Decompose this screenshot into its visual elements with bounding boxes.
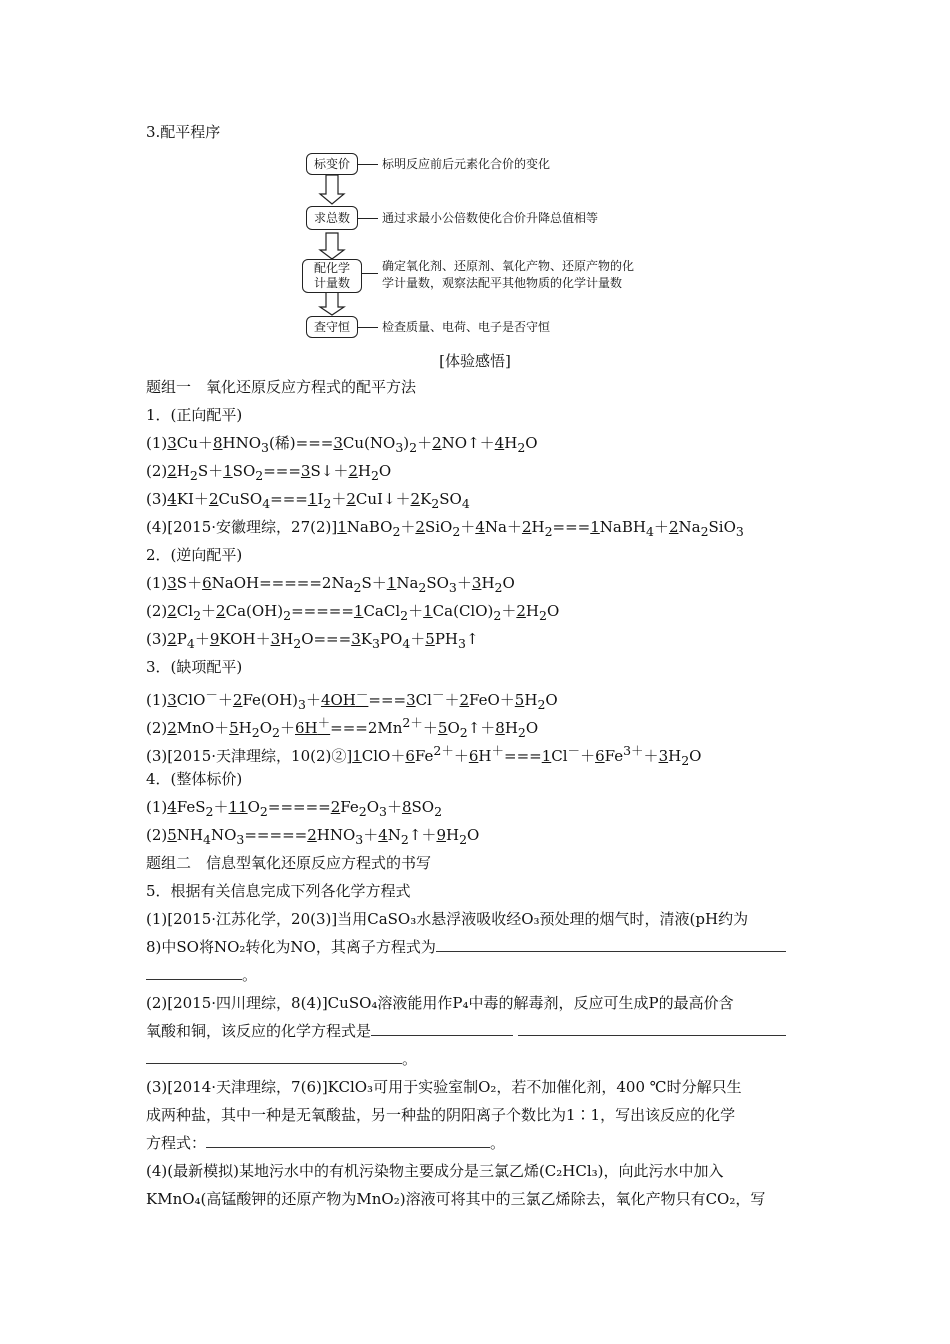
problem-4-line1: (4)(最新模拟)某地污水中的有机污染物主要成分是三氯乙烯(C₂HCl₃)，向此污水中加入 (146, 1162, 724, 1180)
flow-connector (358, 218, 378, 219)
equation-1-4: (4)[2015·安徽理综，$27(2)]1NaBO_2+2SiO_2+4Na+2H_2===1NaBH_4+2Na_2SiO_3$ (146, 518, 744, 539)
flow-step-note: 通过求最小公倍数使化合价升降总值相等 (382, 211, 599, 225)
flow-step-label-conservation: 查守恒 (306, 316, 358, 338)
problem-1-line3 (146, 965, 257, 985)
problem-2-line2 (146, 1021, 786, 1041)
equation-1-2: $(2)2H_2S+1SO_2===3S↓+2H_2O$ (146, 462, 392, 483)
problem-1-text: 8)中SO将NO₂转化为NO，其离子方程式为 (146, 938, 436, 956)
equation-1-3: $(3)4KI+2CuSO_4===1I_2+2CuI↓+2K_2SO_4$ (146, 490, 470, 511)
flow-connector (362, 273, 378, 274)
problem-3-text: 方程式： (146, 1134, 207, 1152)
flowchart-arrows (0, 0, 950, 360)
flow-step-note: 标明反应前后元素化合价的变化 (382, 157, 551, 171)
equation-4-1: $(1)4FeS_2+11O_2=====2Fe_2O_3+8SO_2$ (146, 798, 443, 819)
flow-connector (358, 327, 378, 328)
experience-subtitle: [体验感悟] (439, 352, 511, 370)
flow-step-label-total: 求总数 (306, 206, 358, 230)
problem-2-text: 氧酸和铜，该反应的化学方程式是 (146, 1022, 372, 1040)
equation-3-1: $(1)3ClO^-+2Fe(OH)_3+4OH^-===3Cl^-+2FeO+5H_2O$ (146, 687, 558, 712)
problem-4-line2: KMnO₄(高锰酸钾的还原产物为MnO₂)溶液可将其中的三氯乙烯除去，氧化产物只有CO₂，写 (146, 1190, 766, 1208)
problem-1-line1: (1)[2015·江苏化学，20(3)]当用CaSO₃水悬浮液吸收经O₃预处理的烟气时，清液(pH约为 (146, 910, 749, 928)
answer-blank-2b[interactable] (518, 1021, 786, 1036)
problem-3-line2: 成两种盐，其中一种是无氧酸盐，另一种盐的阴阳离子个数比为1∶1，写出该反应的化学 (146, 1106, 736, 1124)
equation-1-1: $(1)3Cu+8HNO_3$(稀)$===3Cu(NO_3)_2+2NO↑+4H_2O$ (146, 434, 538, 455)
answer-blank-1a[interactable] (436, 937, 786, 952)
q4-title: 4．(整体标价) (146, 770, 243, 788)
problem-2-line3 (146, 1049, 417, 1069)
q3-title: 3．(缺项配平) (146, 658, 243, 676)
flow-connector (358, 164, 378, 165)
problem-3-line1: (3)[2014·天津理综，7(6)]KClO₃可用于实验室制O₂，若不加催化剂，400 ℃时分解只生 (146, 1078, 742, 1096)
equation-2-1: $(1)3S+6NaOH=====2Na_2S+1Na_2SO_3+3H_2O$ (146, 574, 515, 595)
answer-blank-3[interactable] (206, 1133, 490, 1148)
answer-blank-1b[interactable] (146, 965, 242, 980)
equation-4-2: $(2)5NH_4NO_3=====2HNO_3+4N_2↑+9H_2O$ (146, 826, 480, 847)
end-mark: 。 (242, 966, 258, 984)
q1-title: 1．(正向配平) (146, 406, 243, 424)
equation-3-2: $(2)2MnO+5H_2O_2+6H^+===2Mn^{2+}+5O_2↑+8H_2O$ (146, 715, 539, 740)
problem-1-line2 (146, 937, 786, 957)
q2-title: 2．(逆向配平) (146, 546, 243, 564)
equation-3-3: (3)[2015·天津理综，$10(2)②]1ClO+6Fe^{2+}+6H^+===1Cl^-+6Fe^{3+}+3H_2O$ (146, 743, 702, 768)
end-mark: 。 (490, 1134, 506, 1152)
flow-step-label-coefficients: 配化学计量数 (302, 259, 362, 293)
answer-blank-2c[interactable] (146, 1049, 402, 1064)
flow-step-note: 检查质量、电荷、电子是否守恒 (382, 320, 551, 334)
flow-step-note: 确定氧化剂、还原剂、氧化产物、还原产物的化 (382, 259, 635, 273)
group1-title: 题组一 氧化还原反应方程式的配平方法 (146, 378, 417, 396)
problem-2-line1: (2)[2015·四川理综，8(4)]CuSO₄溶液能用作P₄中毒的解毒剂，反应可生成P的最高价含 (146, 994, 734, 1012)
problem-3-line3 (146, 1133, 505, 1153)
equation-2-3: $(3)2P_4+9KOH+3H_2O===3K_3PO_4+5PH_3↑$ (146, 630, 479, 651)
end-mark: 。 (402, 1050, 418, 1068)
equation-2-2: $(2)2Cl_2+2Ca(OH)_2=====1CaCl_2+1Ca(ClO)_2+2H_2O$ (146, 602, 560, 623)
section-title: 3.配平程序 (146, 123, 221, 141)
group2-title: 题组二 信息型氧化还原反应方程式的书写 (146, 854, 432, 872)
answer-blank-2a[interactable] (371, 1021, 513, 1036)
flow-step-label-price: 标变价 (306, 153, 358, 175)
q5-title: 5．根据有关信息完成下列各化学方程式 (146, 882, 411, 900)
flow-step-note: 学计量数，观察法配平其他物质的化学计量数 (382, 276, 623, 290)
